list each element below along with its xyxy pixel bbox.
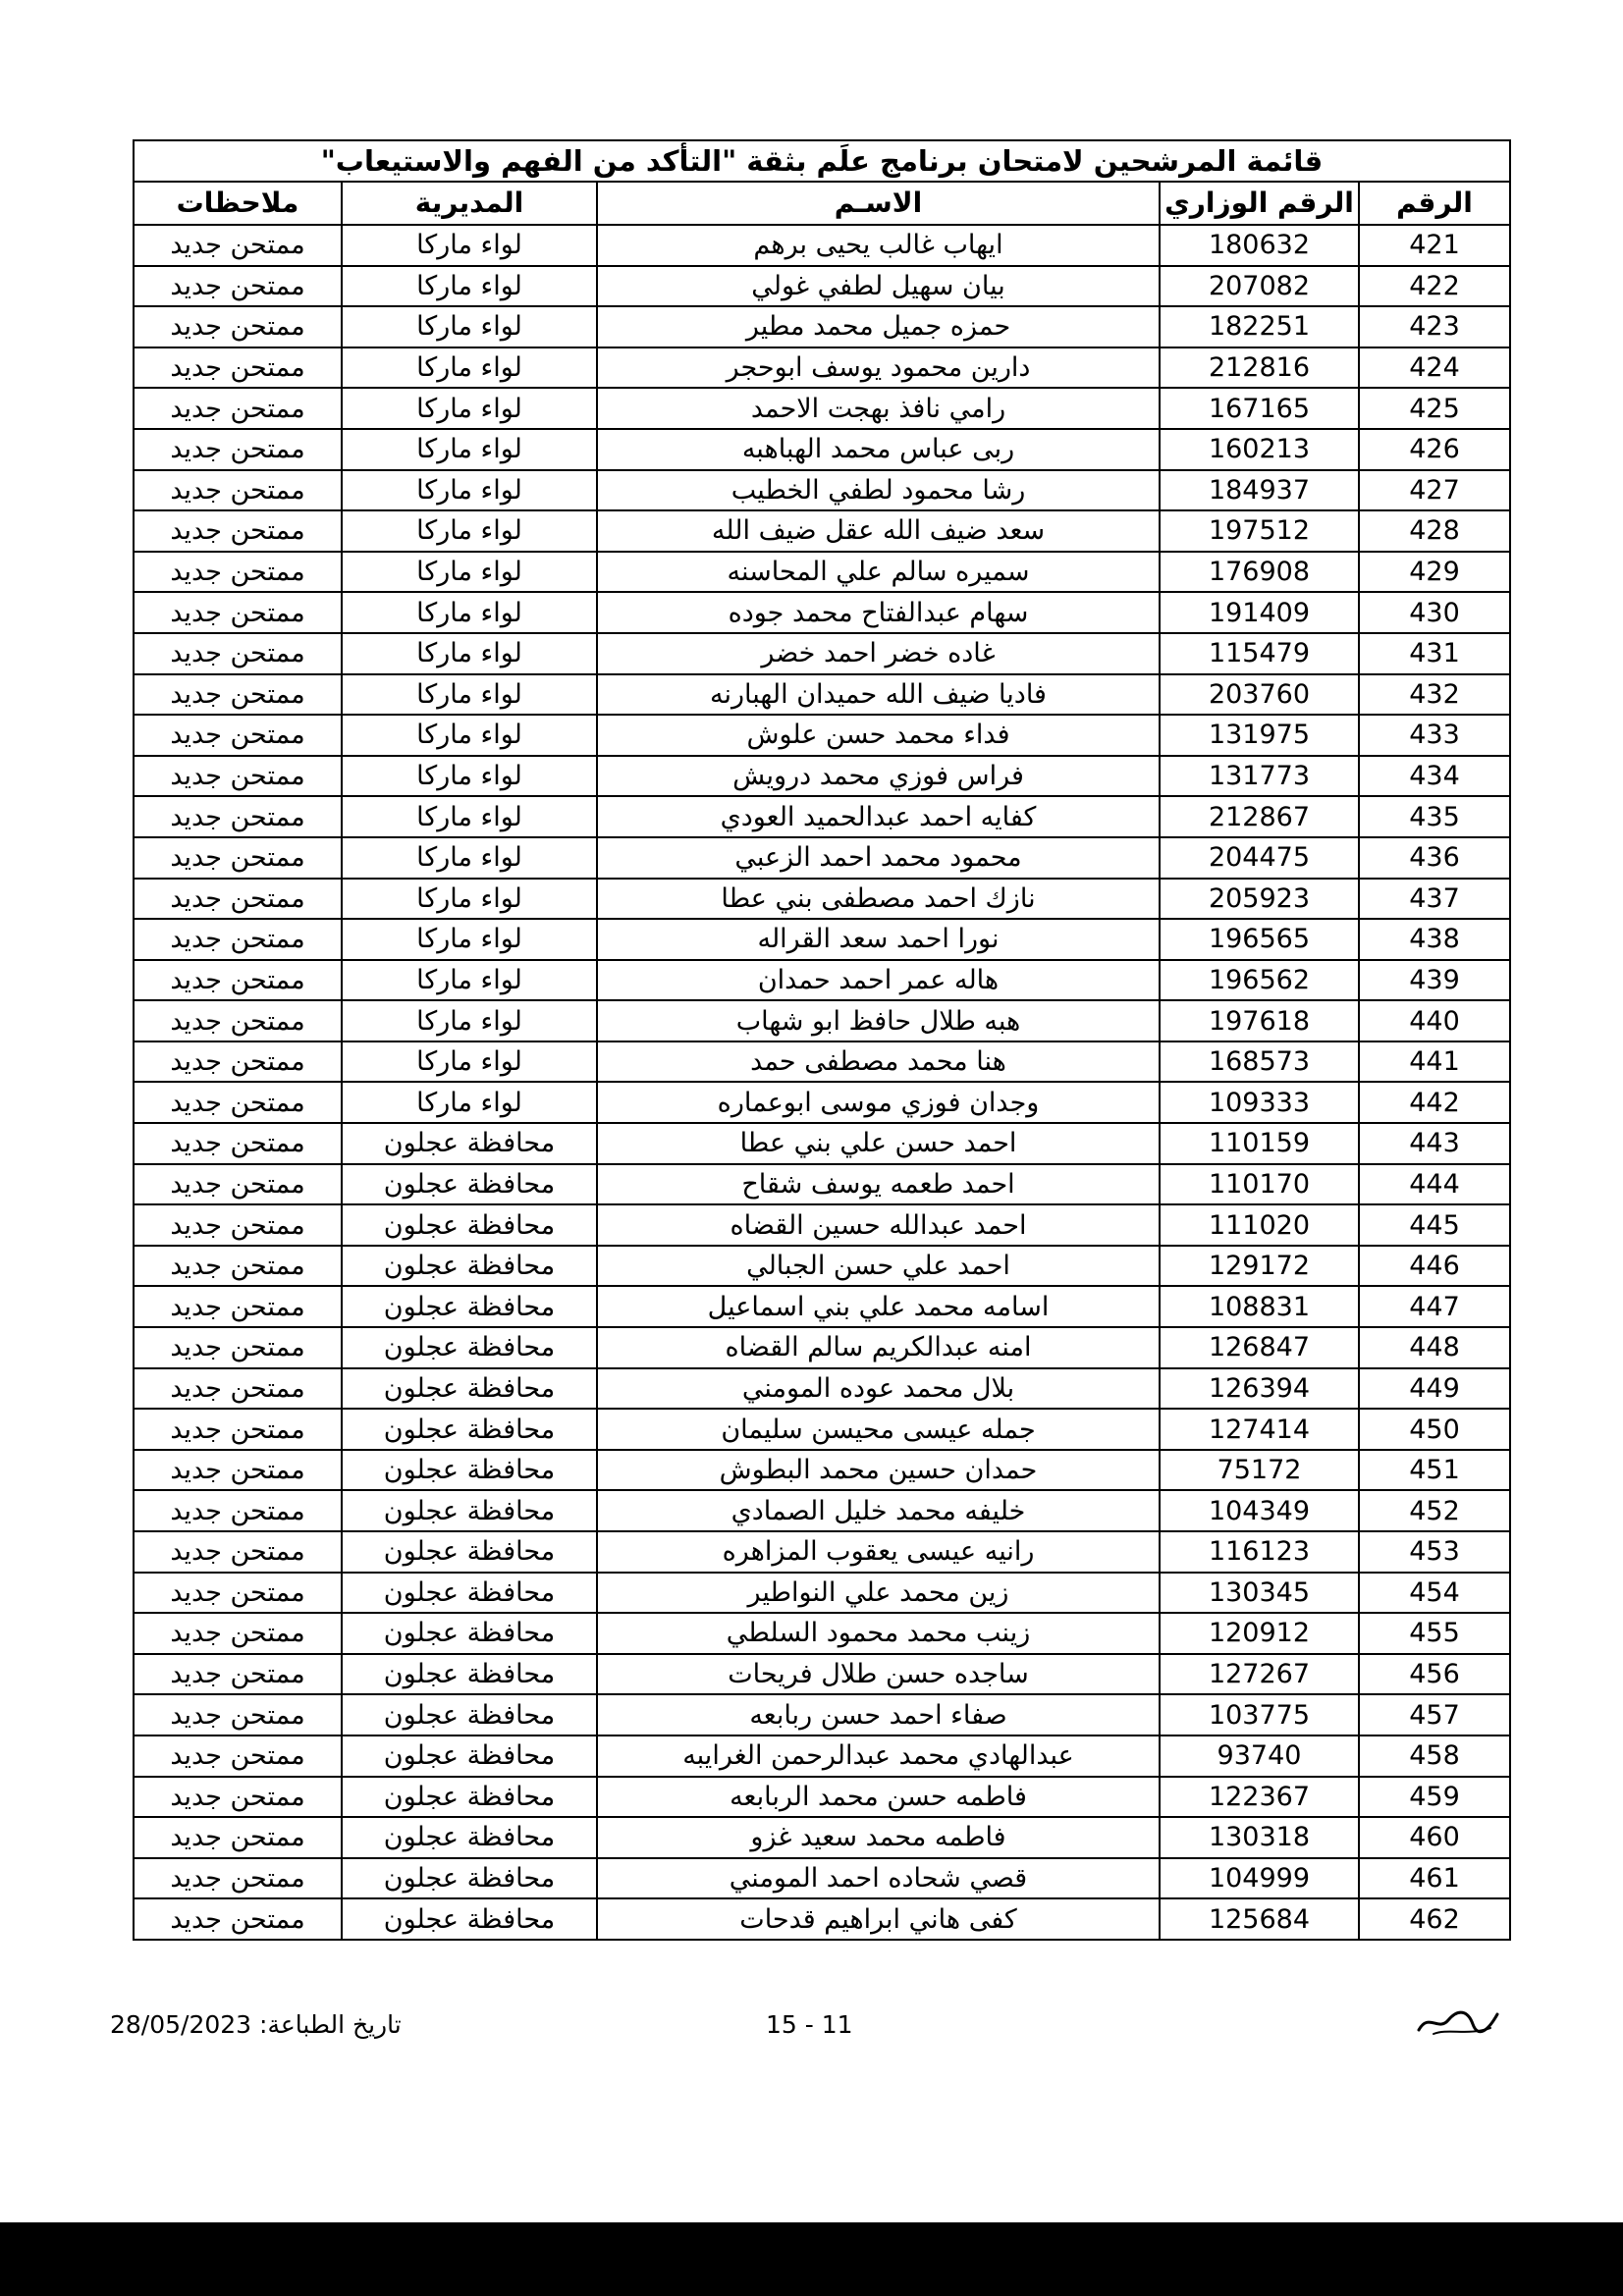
cell-directorate: لواء ماركا [342,429,597,470]
cell-directorate: محافظة عجلون [342,1123,597,1164]
cell-name: خليفه محمد خليل الصمادي [597,1490,1160,1531]
cell-notes: ممتحن جديد [134,919,342,960]
cell-ministry-number: 108831 [1160,1286,1359,1327]
table-row [134,1368,1510,1410]
cell-name: ايهاب غالب يحيى برهم [597,225,1160,266]
table-row [134,1898,1510,1940]
table-row [134,674,1510,716]
cell-directorate: لواء ماركا [342,879,597,920]
table-row [134,633,1510,674]
cell-notes: ممتحن جديد [134,1858,342,1899]
cell-ministry-number: 131975 [1160,715,1359,756]
table-row [134,592,1510,633]
cell-number: 456 [1359,1654,1510,1695]
table-row [134,1735,1510,1777]
cell-notes: ممتحن جديد [134,1246,342,1287]
cell-name: فاطمه حسن محمد الربابعه [597,1777,1160,1818]
table-row [134,1286,1510,1327]
cell-directorate: لواء ماركا [342,225,597,266]
table-row [134,1164,1510,1205]
cell-ministry-number: 167165 [1160,388,1359,429]
cell-number: 454 [1359,1573,1510,1614]
cell-number: 447 [1359,1286,1510,1327]
cell-notes: ممتحن جديد [134,1164,342,1205]
cell-directorate: لواء ماركا [342,715,597,756]
cell-name: دارين محمود يوسف ابوحجر [597,347,1160,389]
cell-directorate: محافظة عجلون [342,1898,597,1940]
cell-ministry-number: 109333 [1160,1082,1359,1123]
cell-name: حمزه جميل محمد مطير [597,306,1160,347]
cell-number: 448 [1359,1327,1510,1368]
table-row [134,1450,1510,1491]
cell-ministry-number: 204475 [1160,837,1359,879]
cell-name: اسامه محمد علي بني اسماعيل [597,1286,1160,1327]
cell-notes: ممتحن جديد [134,1327,342,1368]
table-row [134,919,1510,960]
cell-notes: ممتحن جديد [134,266,342,307]
cell-name: زينب محمد محمود السلطي [597,1613,1160,1654]
cell-notes: ممتحن جديد [134,592,342,633]
cell-ministry-number: 120912 [1160,1613,1359,1654]
cell-ministry-number: 197618 [1160,1000,1359,1041]
cell-name: سميره سالم علي المحاسنه [597,552,1160,593]
cell-ministry-number: 212816 [1160,347,1359,389]
cell-notes: ممتحن جديد [134,674,342,716]
cell-number: 429 [1359,552,1510,593]
cell-directorate: لواء ماركا [342,552,597,593]
cell-ministry-number: 116123 [1160,1531,1359,1573]
cell-notes: ممتحن جديد [134,1368,342,1410]
cell-ministry-number: 115479 [1160,633,1359,674]
cell-notes: ممتحن جديد [134,1000,342,1041]
cell-number: 424 [1359,347,1510,389]
cell-directorate: محافظة عجلون [342,1368,597,1410]
cell-ministry-number: 191409 [1160,592,1359,633]
table-row [134,225,1510,266]
cell-name: نازك احمد مصطفى بني عطا [597,879,1160,920]
cell-number: 433 [1359,715,1510,756]
cell-number: 436 [1359,837,1510,879]
cell-notes: ممتحن جديد [134,879,342,920]
cell-notes: ممتحن جديد [134,225,342,266]
cell-ministry-number: 197512 [1160,510,1359,552]
cell-number: 452 [1359,1490,1510,1531]
cell-number: 423 [1359,306,1510,347]
table-row [134,756,1510,797]
cell-name: سهام عبدالفتاح محمد جوده [597,592,1160,633]
cell-name: هاله عمر احمد حمدان [597,960,1160,1001]
cell-ministry-number: 205923 [1160,879,1359,920]
table-row [134,1694,1510,1735]
cell-notes: ممتحن جديد [134,796,342,837]
cell-ministry-number: 176908 [1160,552,1359,593]
cell-notes: ممتحن جديد [134,1694,342,1735]
cell-name: محمود محمد احمد الزعبي [597,837,1160,879]
cell-directorate: لواء ماركا [342,919,597,960]
cell-notes: ممتحن جديد [134,1735,342,1777]
cell-ministry-number: 75172 [1160,1450,1359,1491]
cell-directorate: محافظة عجلون [342,1531,597,1573]
cell-name: عبدالهادي محمد عبدالرحمن الغرايبه [597,1735,1160,1777]
cell-directorate: لواء ماركا [342,633,597,674]
table-row [134,1327,1510,1368]
cell-ministry-number: 127414 [1160,1409,1359,1450]
cell-ministry-number: 122367 [1160,1777,1359,1818]
cell-number: 441 [1359,1041,1510,1083]
cell-ministry-number: 130318 [1160,1817,1359,1858]
cell-directorate: محافظة عجلون [342,1327,597,1368]
cell-number: 461 [1359,1858,1510,1899]
cell-directorate: لواء ماركا [342,388,597,429]
cell-directorate: لواء ماركا [342,347,597,389]
cell-name: احمد حسن علي بني عطا [597,1123,1160,1164]
cell-ministry-number: 212867 [1160,796,1359,837]
table-row [134,879,1510,920]
cell-ministry-number: 207082 [1160,266,1359,307]
cell-notes: ممتحن جديد [134,1777,342,1818]
cell-name: نورا احمد سعد القراله [597,919,1160,960]
table-row [134,388,1510,429]
cell-number: 422 [1359,266,1510,307]
cell-number: 440 [1359,1000,1510,1041]
cell-number: 451 [1359,1450,1510,1491]
cell-number: 430 [1359,592,1510,633]
cell-ministry-number: 196562 [1160,960,1359,1001]
cell-directorate: محافظة عجلون [342,1654,597,1695]
cell-notes: ممتحن جديد [134,960,342,1001]
table-row [134,1000,1510,1041]
header-number: الرقم [1359,182,1510,225]
cell-ministry-number: 110159 [1160,1123,1359,1164]
cell-number: 460 [1359,1817,1510,1858]
cell-ministry-number: 160213 [1160,429,1359,470]
table-row [134,266,1510,307]
cell-notes: ممتحن جديد [134,1082,342,1123]
cell-notes: ممتحن جديد [134,510,342,552]
cell-name: صفاء احمد حسن ربابعه [597,1694,1160,1735]
cell-name: قصي شحاده احمد المومني [597,1858,1160,1899]
cell-directorate: لواء ماركا [342,674,597,716]
cell-name: احمد عبدالله حسين القضاه [597,1204,1160,1246]
cell-notes: ممتحن جديد [134,1286,342,1327]
cell-notes: ممتحن جديد [134,1531,342,1573]
cell-number: 455 [1359,1613,1510,1654]
table-row [134,1246,1510,1287]
cell-number: 434 [1359,756,1510,797]
cell-name: فراس فوزي محمد درويش [597,756,1160,797]
cell-name: بيان سهيل لطفي غولي [597,266,1160,307]
cell-ministry-number: 125684 [1160,1898,1359,1940]
document-title: قائمة المرشحين لامتحان برنامج علَم بثقة "التأكد من الفهم والاستيعاب" [133,139,1511,181]
cell-directorate: محافظة عجلون [342,1164,597,1205]
cell-ministry-number: 111020 [1160,1204,1359,1246]
cell-name: احمد علي حسن الجبالي [597,1246,1160,1287]
cell-name: فداء محمد حسن علوش [597,715,1160,756]
cell-number: 443 [1359,1123,1510,1164]
cell-name: كفى هاني ابراهيم قدحات [597,1898,1160,1940]
table-row [134,1490,1510,1531]
cell-notes: ممتحن جديد [134,470,342,511]
table-row [134,429,1510,470]
cell-number: 421 [1359,225,1510,266]
cell-number: 446 [1359,1246,1510,1287]
header-directorate: المديرية [342,182,597,225]
cell-notes: ممتحن جديد [134,1817,342,1858]
cell-notes: ممتحن جديد [134,1654,342,1695]
cell-directorate: محافظة عجلون [342,1286,597,1327]
table-row [134,1082,1510,1123]
table-row [134,1654,1510,1695]
table-row [134,837,1510,879]
cell-notes: ممتحن جديد [134,1898,342,1940]
cell-ministry-number: 127267 [1160,1654,1359,1695]
cell-directorate: محافظة عجلون [342,1490,597,1531]
scan-border [0,2222,1623,2296]
cell-name: ربى عباس محمد الهباهبه [597,429,1160,470]
cell-number: 444 [1359,1164,1510,1205]
cell-number: 435 [1359,796,1510,837]
cell-directorate: لواء ماركا [342,306,597,347]
cell-directorate: لواء ماركا [342,960,597,1001]
cell-name: رشا محمود لطفي الخطيب [597,470,1160,511]
cell-ministry-number: 103775 [1160,1694,1359,1735]
cell-directorate: محافظة عجلون [342,1450,597,1491]
cell-notes: ممتحن جديد [134,1204,342,1246]
page-number: 15 - 11 [766,2010,853,2039]
cell-directorate: محافظة عجلون [342,1409,597,1450]
cell-ministry-number: 184937 [1160,470,1359,511]
table-body [134,225,1510,1940]
table-header-row [134,182,1510,225]
cell-directorate: لواء ماركا [342,796,597,837]
cell-directorate: محافظة عجلون [342,1735,597,1777]
cell-ministry-number: 126847 [1160,1327,1359,1368]
cell-name: سعد ضيف الله عقل ضيف الله [597,510,1160,552]
cell-notes: ممتحن جديد [134,633,342,674]
cell-notes: ممتحن جديد [134,1490,342,1531]
cell-number: 431 [1359,633,1510,674]
cell-ministry-number: 104999 [1160,1858,1359,1899]
table-row [134,470,1510,511]
cell-name: جمله عيسى محيسن سليمان [597,1409,1160,1450]
cell-number: 450 [1359,1409,1510,1450]
cell-directorate: لواء ماركا [342,266,597,307]
cell-name: هبه طلال حافظ ابو شهاب [597,1000,1160,1041]
cell-name: ساجده حسن طلال فريحات [597,1654,1160,1695]
signature-icon [1414,2002,1502,2042]
cell-directorate: محافظة عجلون [342,1858,597,1899]
cell-number: 449 [1359,1368,1510,1410]
table-row [134,1777,1510,1818]
cell-directorate: لواء ماركا [342,756,597,797]
cell-notes: ممتحن جديد [134,1613,342,1654]
cell-number: 438 [1359,919,1510,960]
table-row [134,552,1510,593]
cell-number: 439 [1359,960,1510,1001]
cell-notes: ممتحن جديد [134,306,342,347]
cell-ministry-number: 129172 [1160,1246,1359,1287]
cell-directorate: لواء ماركا [342,837,597,879]
header-ministry-number: الرقم الوزاري [1160,182,1359,225]
table-row [134,1817,1510,1858]
cell-ministry-number: 196565 [1160,919,1359,960]
cell-ministry-number: 203760 [1160,674,1359,716]
cell-ministry-number: 104349 [1160,1490,1359,1531]
print-date: تاريخ الطباعة: 28/05/2023 [110,2010,402,2039]
cell-number: 459 [1359,1777,1510,1818]
cell-directorate: لواء ماركا [342,1041,597,1083]
cell-notes: ممتحن جديد [134,1573,342,1614]
cell-notes: ممتحن جديد [134,837,342,879]
table-row [134,1573,1510,1614]
cell-directorate: محافظة عجلون [342,1777,597,1818]
table-row [134,510,1510,552]
cell-number: 432 [1359,674,1510,716]
cell-directorate: لواء ماركا [342,510,597,552]
cell-notes: ممتحن جديد [134,756,342,797]
cell-number: 428 [1359,510,1510,552]
cell-ministry-number: 130345 [1160,1573,1359,1614]
cell-directorate: لواء ماركا [342,470,597,511]
cell-directorate: لواء ماركا [342,1082,597,1123]
cell-number: 462 [1359,1898,1510,1940]
header-name: الاسـم [597,182,1160,225]
cell-directorate: محافظة عجلون [342,1694,597,1735]
cell-number: 445 [1359,1204,1510,1246]
cell-ministry-number: 182251 [1160,306,1359,347]
cell-notes: ممتحن جديد [134,552,342,593]
cell-number: 458 [1359,1735,1510,1777]
table-row [134,1409,1510,1450]
table-row [134,1123,1510,1164]
cell-notes: ممتحن جديد [134,1409,342,1450]
cell-name: هنا محمد مصطفى حمد [597,1041,1160,1083]
table-row [134,715,1510,756]
cell-number: 442 [1359,1082,1510,1123]
table-row [134,1204,1510,1246]
cell-number: 437 [1359,879,1510,920]
cell-directorate: محافظة عجلون [342,1817,597,1858]
cell-name: وجدان فوزي موسى ابوعماره [597,1082,1160,1123]
cell-number: 426 [1359,429,1510,470]
cell-notes: ممتحن جديد [134,1123,342,1164]
table-row [134,347,1510,389]
cell-ministry-number: 126394 [1160,1368,1359,1410]
cell-notes: ممتحن جديد [134,715,342,756]
cell-notes: ممتحن جديد [134,388,342,429]
table-row [134,960,1510,1001]
cell-name: غاده خضر احمد خضر [597,633,1160,674]
cell-directorate: محافظة عجلون [342,1204,597,1246]
cell-name: رامي نافذ بهجت الاحمد [597,388,1160,429]
cell-notes: ممتحن جديد [134,429,342,470]
table-row [134,1858,1510,1899]
cell-ministry-number: 180632 [1160,225,1359,266]
cell-directorate: محافظة عجلون [342,1573,597,1614]
table-row [134,1613,1510,1654]
cell-name: زين محمد علي النواطير [597,1573,1160,1614]
cell-name: حمدان حسين محمد البطوش [597,1450,1160,1491]
cell-directorate: محافظة عجلون [342,1613,597,1654]
cell-directorate: لواء ماركا [342,1000,597,1041]
cell-ministry-number: 93740 [1160,1735,1359,1777]
cell-name: فاطمه محمد سعيد غزو [597,1817,1160,1858]
table-row [134,1041,1510,1083]
cell-number: 453 [1359,1531,1510,1573]
cell-notes: ممتحن جديد [134,347,342,389]
cell-name: فاديا ضيف الله حميدان الهبارنه [597,674,1160,716]
cell-name: كفايه احمد عبدالحميد العودي [597,796,1160,837]
cell-directorate: محافظة عجلون [342,1246,597,1287]
cell-number: 457 [1359,1694,1510,1735]
cell-number: 425 [1359,388,1510,429]
cell-name: رانيه عيسى يعقوب المزاهره [597,1531,1160,1573]
cell-ministry-number: 131773 [1160,756,1359,797]
table-row [134,796,1510,837]
cell-ministry-number: 168573 [1160,1041,1359,1083]
cell-directorate: لواء ماركا [342,592,597,633]
cell-name: احمد طعمه يوسف شقاح [597,1164,1160,1205]
header-notes: ملاحظات [134,182,342,225]
cell-notes: ممتحن جديد [134,1450,342,1491]
cell-name: بلال محمد عوده المومني [597,1368,1160,1410]
table-row [134,1531,1510,1573]
table-row [134,306,1510,347]
cell-name: امنه عبدالكريم سالم القضاه [597,1327,1160,1368]
cell-notes: ممتحن جديد [134,1041,342,1083]
cell-ministry-number: 110170 [1160,1164,1359,1205]
cell-number: 427 [1359,470,1510,511]
candidates-table [133,139,1511,1941]
